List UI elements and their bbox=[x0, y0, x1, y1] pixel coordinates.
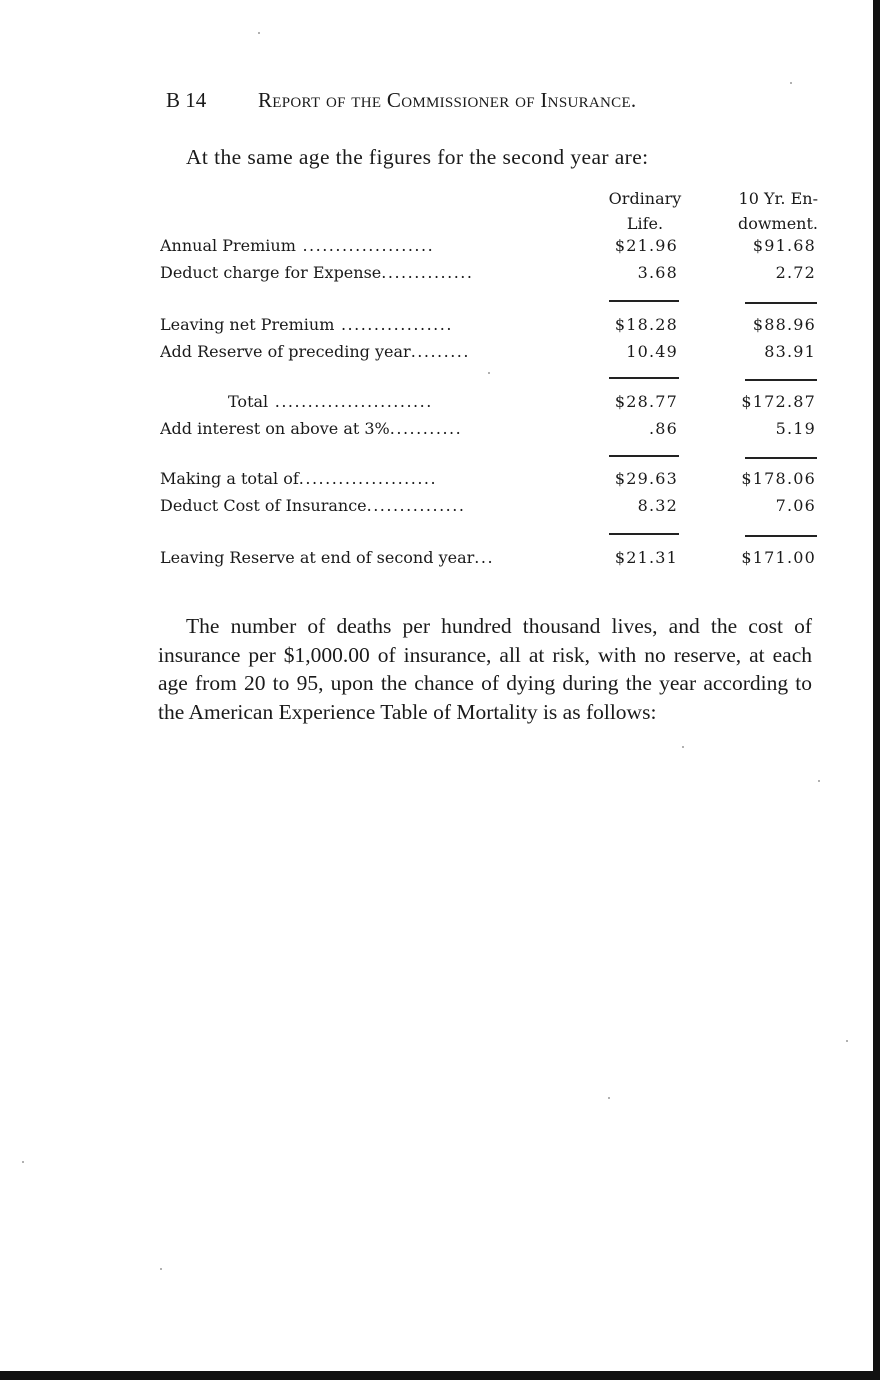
scan-speck bbox=[790, 82, 792, 84]
scan-border-right bbox=[873, 0, 880, 1380]
row-label: Deduct Cost of Insurance............... bbox=[160, 496, 466, 515]
scan-speck bbox=[608, 1097, 610, 1099]
ordinary-life-value: $18.28 bbox=[614, 315, 678, 334]
running-head bbox=[166, 88, 766, 118]
body-paragraph bbox=[158, 612, 812, 726]
ordinary-life-value: 10.49 bbox=[626, 342, 678, 361]
row-label: Leaving net Premium ................. bbox=[160, 315, 453, 334]
scan-speck bbox=[488, 372, 490, 374]
table-row bbox=[160, 392, 820, 416]
scan-speck bbox=[682, 746, 684, 748]
row-label: Total ........................ bbox=[228, 392, 433, 411]
table-row bbox=[160, 342, 820, 366]
table-row bbox=[160, 419, 820, 443]
scan-speck bbox=[818, 780, 820, 782]
column-header-endowment: 10 Yr. En- dowment. bbox=[737, 189, 818, 233]
report-title: Report of the Commissioner of Insurance. bbox=[258, 88, 637, 112]
column-header-ordinary-life: Ordinary Life. bbox=[608, 189, 682, 233]
ordinary-life-value: $21.31 bbox=[614, 548, 678, 567]
row-label: Annual Premium .................... bbox=[160, 236, 435, 255]
sum-rule bbox=[745, 457, 817, 459]
sum-rule bbox=[609, 300, 679, 302]
table-row bbox=[160, 263, 820, 287]
row-label: Add Reserve of preceding year......... bbox=[160, 342, 470, 361]
ordinary-life-value: $21.96 bbox=[614, 236, 678, 255]
table-row bbox=[160, 469, 820, 493]
table-row bbox=[160, 236, 820, 260]
row-label: Add interest on above at 3%........... bbox=[160, 419, 463, 438]
endowment-value: $171.00 bbox=[741, 548, 816, 567]
endowment-value: 83.91 bbox=[764, 342, 816, 361]
endowment-value: $172.87 bbox=[741, 392, 816, 411]
sum-rule bbox=[609, 377, 679, 379]
row-label: Making a total of..................... bbox=[160, 469, 438, 488]
sum-rule bbox=[745, 302, 817, 304]
endowment-value: $88.96 bbox=[752, 315, 816, 334]
ordinary-life-value: $28.77 bbox=[614, 392, 678, 411]
sum-rule bbox=[609, 533, 679, 535]
endowment-value: 2.72 bbox=[775, 263, 816, 282]
ordinary-life-value: 3.68 bbox=[637, 263, 678, 282]
table-row bbox=[160, 548, 820, 572]
row-label: Deduct charge for Expense.............. bbox=[160, 263, 474, 282]
ordinary-life-value: $29.63 bbox=[614, 469, 678, 488]
scan-speck bbox=[846, 1040, 848, 1042]
sum-rule bbox=[745, 379, 817, 381]
scan-speck bbox=[160, 1268, 162, 1270]
endowment-value: 5.19 bbox=[775, 419, 816, 438]
table-row bbox=[160, 496, 820, 520]
scan-speck bbox=[258, 32, 260, 34]
scan-border-bottom bbox=[0, 1371, 880, 1380]
intro-text: At the same age the figures for the second year are: bbox=[186, 145, 649, 169]
paragraph-text: The number of deaths per hundred thousand lives, and the cost of insurance per $1,000.00 of insurance, all at risk, with no reserve, at each age from 20 to 95, upon the chance of dying during the year according to the American Experience Table of Mortality is as follows: bbox=[158, 614, 812, 724]
sum-rule bbox=[609, 455, 679, 457]
endowment-value: $91.68 bbox=[752, 236, 816, 255]
table-row bbox=[160, 315, 820, 339]
endowment-value: 7.06 bbox=[775, 496, 816, 515]
sum-rule bbox=[745, 535, 817, 537]
ordinary-life-value: 8.32 bbox=[637, 496, 678, 515]
endowment-value: $178.06 bbox=[741, 469, 816, 488]
page-number: B 14 bbox=[166, 88, 207, 112]
ordinary-life-value: .86 bbox=[648, 419, 678, 438]
scan-speck bbox=[22, 1161, 24, 1163]
row-label: Leaving Reserve at end of second year... bbox=[160, 548, 495, 567]
